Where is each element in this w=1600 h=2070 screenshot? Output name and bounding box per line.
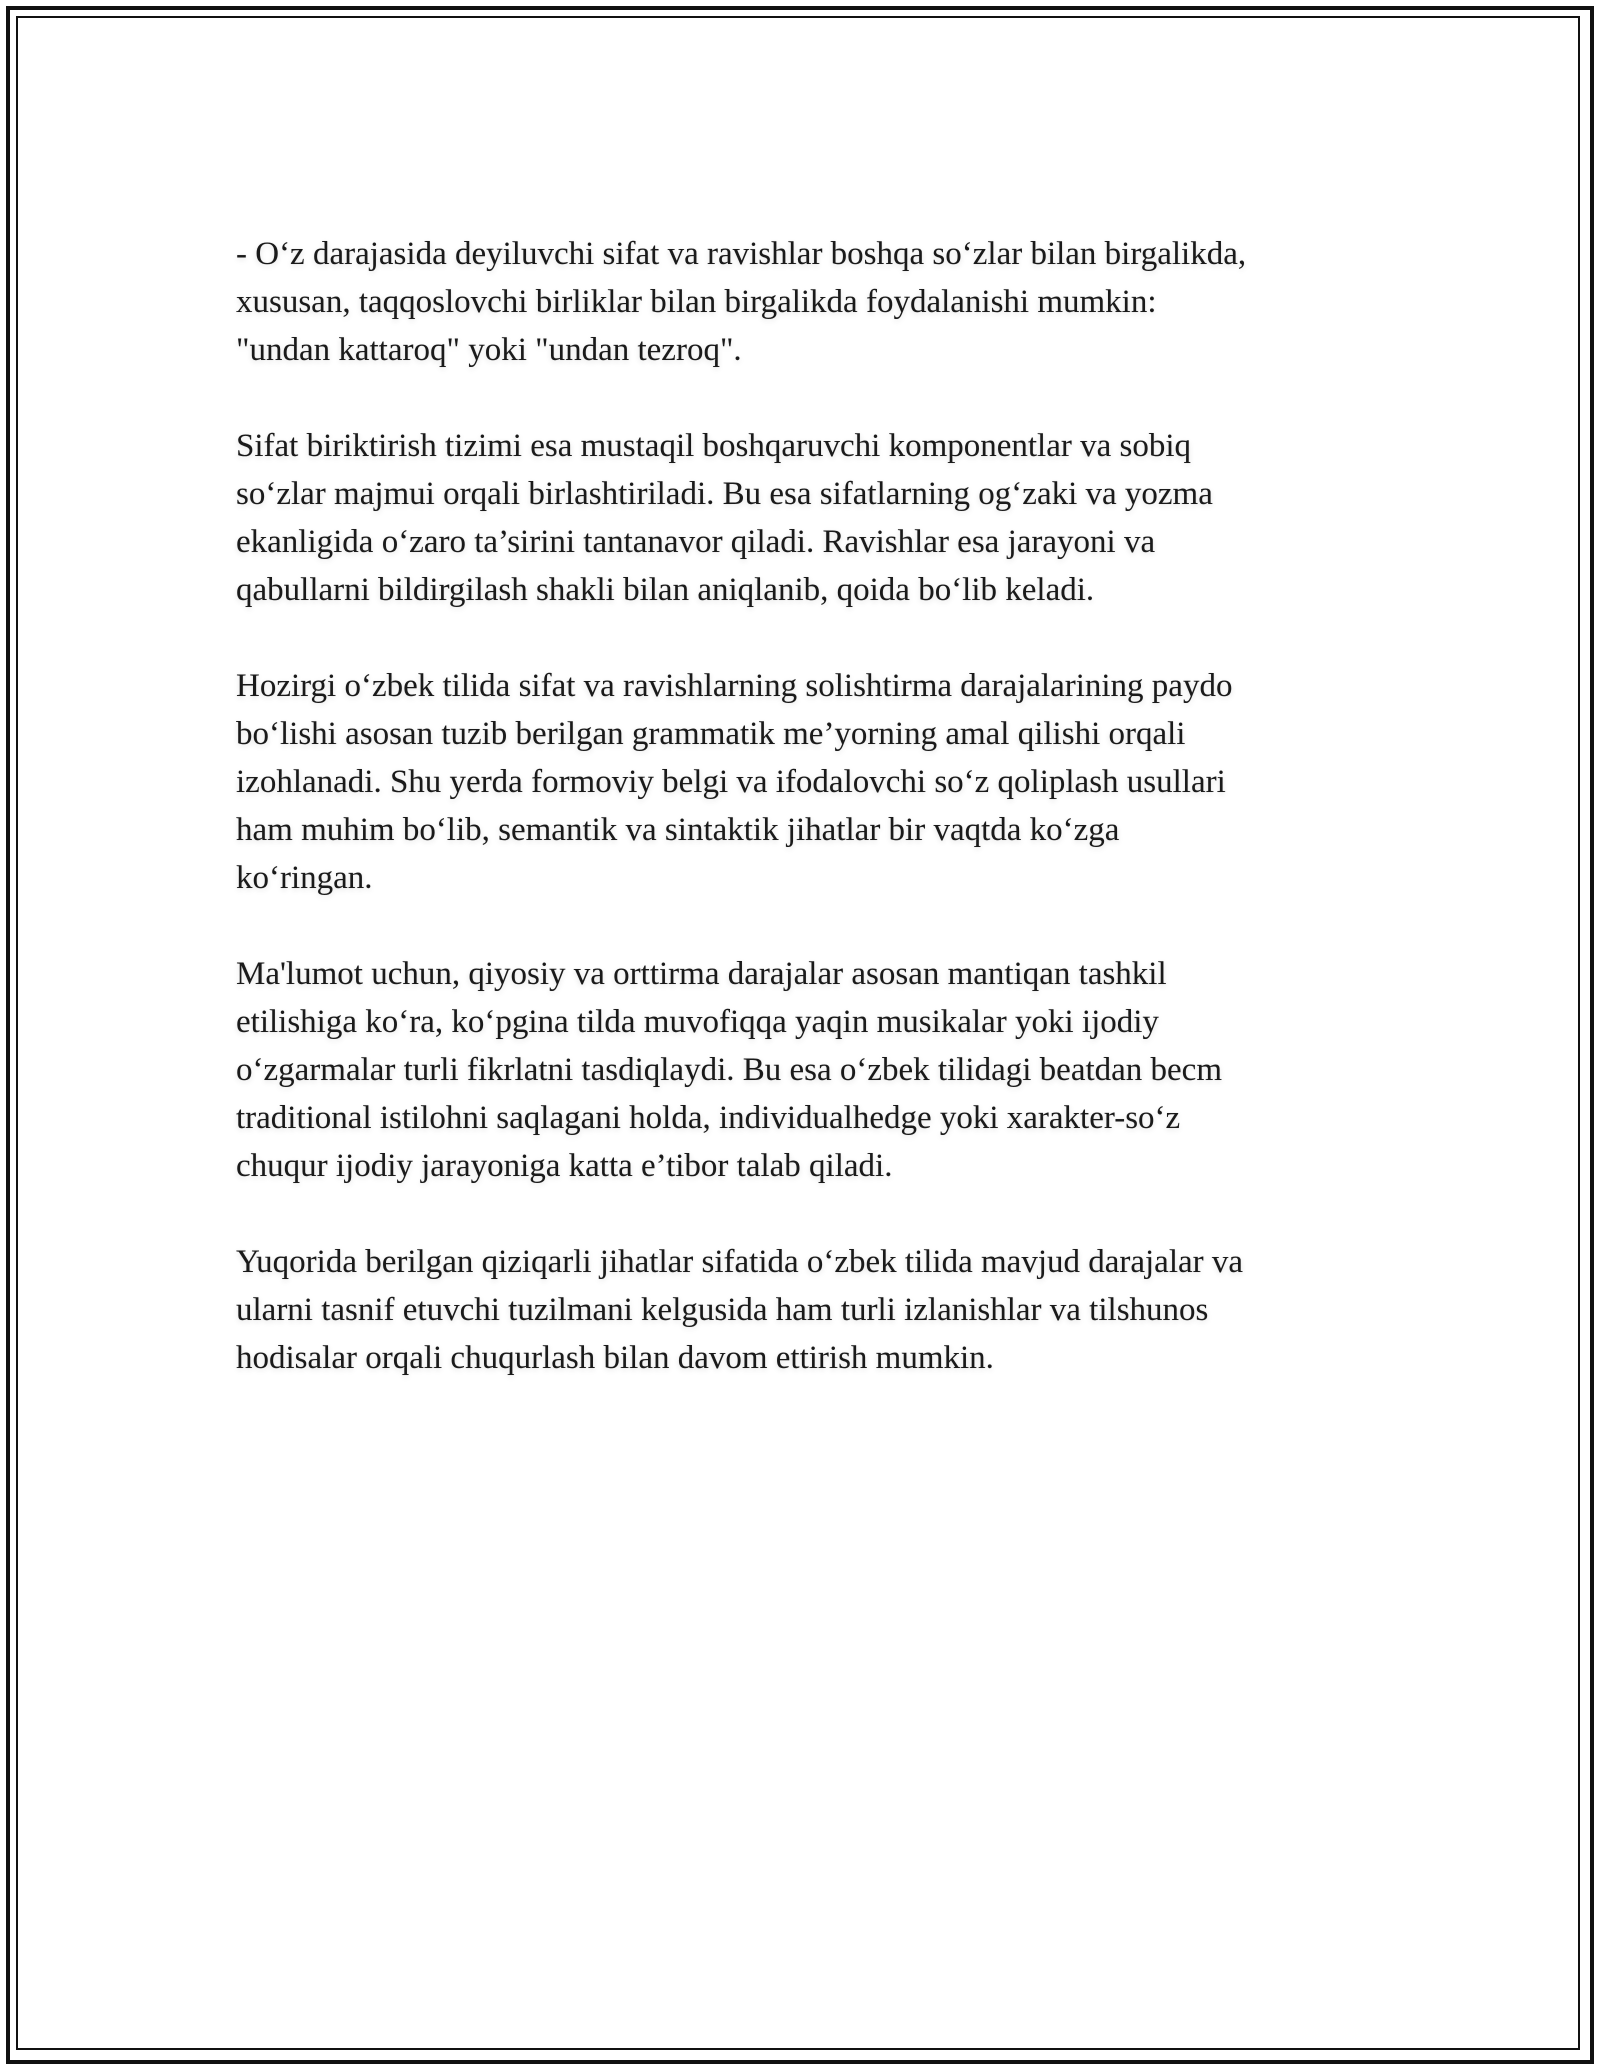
paragraph-line: Ma'lumot uchun, qiyosiy va orttirma darajalar asosan mantiqan tashkil (236, 956, 1167, 992)
paragraph-line: ham muhim bo‘lib, semantik va sintaktik jihatlar bir vaqtda ko‘zga (236, 812, 1120, 848)
paragraph-line: qabullarni bildirgilash shakli bilan aniqlanib, qoida bo‘lib keladi. (236, 572, 1095, 608)
document-body (236, 230, 1386, 1430)
paragraph-line: hodisalar orqali chuqurlash bilan davom ettirish mumkin. (236, 1340, 994, 1376)
paragraph-line: Hozirgi o‘zbek tilida sifat va ravishlarning solishtirma darajalarining paydo (236, 668, 1233, 704)
paragraph-line: Sifat biriktirish tizimi esa mustaqil boshqaruvchi komponentlar va sobiq (236, 428, 1192, 464)
paragraph-line: ko‘ringan. (236, 860, 373, 896)
paragraph-line: o‘zgarmalar turli fikrlatni tasdiqlaydi. Bu esa o‘zbek tilidagi beatdan becm (236, 1052, 1222, 1088)
paragraph-line: etilishiga ko‘ra, ko‘pgina tilda muvofiqqa yaqin musikalar yoki ijodiy (236, 1004, 1159, 1040)
paragraph-line: bo‘lishi asosan tuzib berilgan grammatik me’yorning amal qilishi orqali (236, 716, 1186, 752)
paragraph-2 (236, 422, 1386, 614)
paragraph-line: "undan kattaroq" yoki "undan tezroq". (236, 332, 742, 368)
paragraph-line: so‘zlar majmui orqali birlashtiriladi. Bu esa sifatlarning og‘zaki va yozma (236, 476, 1213, 512)
paragraph-5 (236, 1238, 1386, 1382)
paragraph-1 (236, 230, 1386, 374)
paragraph-line: ularni tasnif etuvchi tuzilmani kelgusida ham turli izlanishlar va tilshunos (236, 1292, 1209, 1328)
paragraph-line: - O‘z darajasida deyiluvchi sifat va ravishlar boshqa so‘zlar bilan birgalikda, (236, 236, 1247, 272)
paragraph-line: traditional istilohni saqlagani holda, individualhedge yoki xarakter-so‘z (236, 1100, 1181, 1136)
paragraph-line: izohlanadi. Shu yerda formoviy belgi va ifodalovchi so‘z qoliplash usullari (236, 764, 1226, 800)
paragraph-4 (236, 950, 1386, 1190)
paragraph-line: ekanligida o‘zaro ta’sirini tantanavor qiladi. Ravishlar esa jarayoni va (236, 524, 1156, 560)
paragraph-line: Yuqorida berilgan qiziqarli jihatlar sifatida o‘zbek tilida mavjud darajalar va (236, 1244, 1244, 1280)
paragraph-line: chuqur ijodiy jarayoniga katta e’tibor talab qiladi. (236, 1148, 893, 1184)
paragraph-line: xususan, taqqoslovchi birliklar bilan birgalikda foydalanishi mumkin: (236, 284, 1157, 320)
paragraph-3 (236, 662, 1386, 902)
